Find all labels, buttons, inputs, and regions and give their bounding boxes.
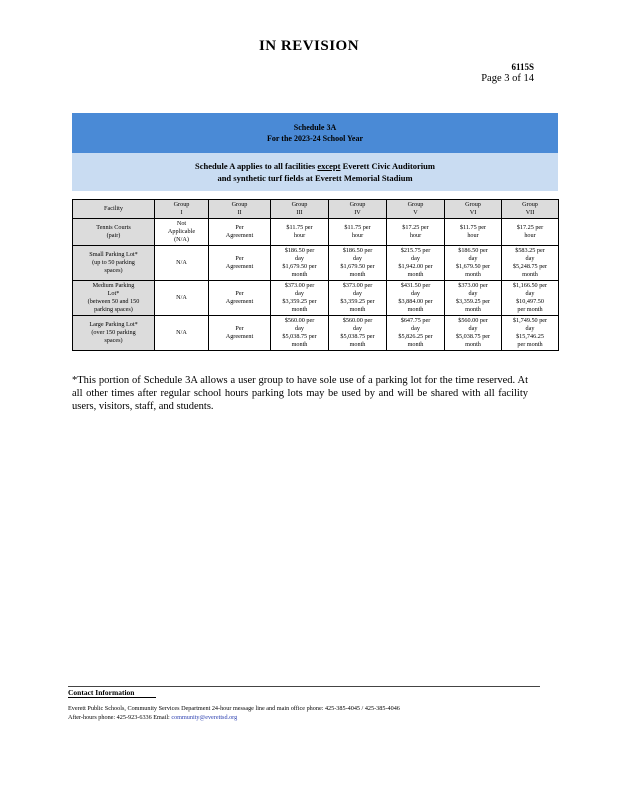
facility-cell: Medium Parking Lot* (between 50 and 150 parking spaces) [73, 281, 155, 316]
parking-footnote: *This portion of Schedule 3A allows a user group to have sole use of a parking lot for the time reserved. At all other times after regular school hours parking lots may be used by and will be shared with all facility users, visitors, staff, and students. [72, 375, 528, 412]
subhead-text-c: Everett Civic Auditorium [340, 161, 435, 171]
header-group-4: Group IV [329, 200, 387, 219]
table-cell: Not Applicable (N/A) [155, 219, 209, 246]
table-cell: Per Agreement [209, 246, 271, 281]
table-cell: $560.00 per day $5,038.75 per month [271, 316, 329, 351]
subhead-line-2: and synthetic turf fields at Everett Memorial Stadium [217, 173, 413, 183]
table-cell: $560.00 per day $5,038.75 per month [445, 316, 502, 351]
subhead-line-1 [195, 160, 435, 172]
table-cell: $215.75 per day $1,942.00 per month [387, 246, 445, 281]
facility-cell: Large Parking Lot* (over 150 parking spaces) [73, 316, 155, 351]
subhead-except: except [317, 161, 341, 171]
table-cell: $186.50 per day $1,679.50 per month [445, 246, 502, 281]
table-cell: $647.75 per day $5,826.25 per month [387, 316, 445, 351]
table-cell: $11.75 per hour [445, 219, 502, 246]
header-facility: Facility [73, 200, 155, 219]
banner-line-2: For the 2023-24 School Year [267, 134, 363, 143]
table-row [73, 219, 559, 246]
table-cell: $431.50 per day $3,884.00 per month [387, 281, 445, 316]
table-cell: $17.25 per hour [502, 219, 559, 246]
table-cell: $373.00 per day $3,359.25 per month [445, 281, 502, 316]
page-title: IN REVISION [258, 38, 360, 54]
table-cell: $583.25 per day $5,248.75 per month [502, 246, 559, 281]
table-cell: Per Agreement [209, 219, 271, 246]
subhead-text-a: Schedule A applies to all facilities [195, 161, 318, 171]
table-cell: $11.75 per hour [271, 219, 329, 246]
banner-line-1: Schedule 3A [293, 123, 337, 132]
table-cell: N/A [155, 281, 209, 316]
header-group-2: Group II [209, 200, 271, 219]
table-cell: $1,749.50 per day $15,746.25 per month [502, 316, 559, 351]
table-cell: N/A [155, 246, 209, 281]
header-group-1: Group I [155, 200, 209, 219]
table-row [73, 281, 559, 316]
table-cell: Per Agreement [209, 316, 271, 351]
footer-divider [68, 686, 540, 687]
after-hours-text: After-hours phone: 425-923-6336 Email: [68, 714, 172, 721]
table-cell: N/A [155, 316, 209, 351]
rate-table [72, 199, 559, 351]
table-cell: $11.75 per hour [329, 219, 387, 246]
contact-heading: Contact Information [68, 688, 156, 698]
header-group-3: Group III [271, 200, 329, 219]
table-header-row [73, 200, 559, 219]
schedule-subheading [72, 153, 558, 191]
header-group-6: Group VI [445, 200, 502, 219]
page-number: Page 3 of 14 [481, 73, 534, 84]
table-cell: $1,166.50 per day $10,497.50 per month [502, 281, 559, 316]
facility-cell: Tennis Courts (pair) [73, 219, 155, 246]
schedule-banner [72, 113, 558, 153]
table-row [73, 316, 559, 351]
header-group-7: Group VII [502, 200, 559, 219]
contact-email-link[interactable]: community@everettsd.org [171, 714, 238, 721]
facility-cell: Small Parking Lot* (up to 50 parking spaces) [73, 246, 155, 281]
table-cell: $373.00 per day $3,359.25 per month [271, 281, 329, 316]
header-group-5: Group V [387, 200, 445, 219]
table-cell: $17.25 per hour [387, 219, 445, 246]
table-cell: $186.50 per day $1,679.50 per month [271, 246, 329, 281]
table-row [73, 246, 559, 281]
table-cell: $373.00 per day $3,359.25 per month [329, 281, 387, 316]
table-cell: Per Agreement [209, 281, 271, 316]
table-cell: $186.50 per day $1,679.50 per month [329, 246, 387, 281]
contact-after-hours-line [68, 714, 237, 721]
contact-phone-line: Everett Public Schools, Community Services Department 24-hour message line and main office phone: 425-385-4045 / 425-385-4046 [68, 705, 400, 712]
table-cell: $560.00 per day $5,038.75 per month [329, 316, 387, 351]
policy-number: 6115S [511, 62, 534, 72]
